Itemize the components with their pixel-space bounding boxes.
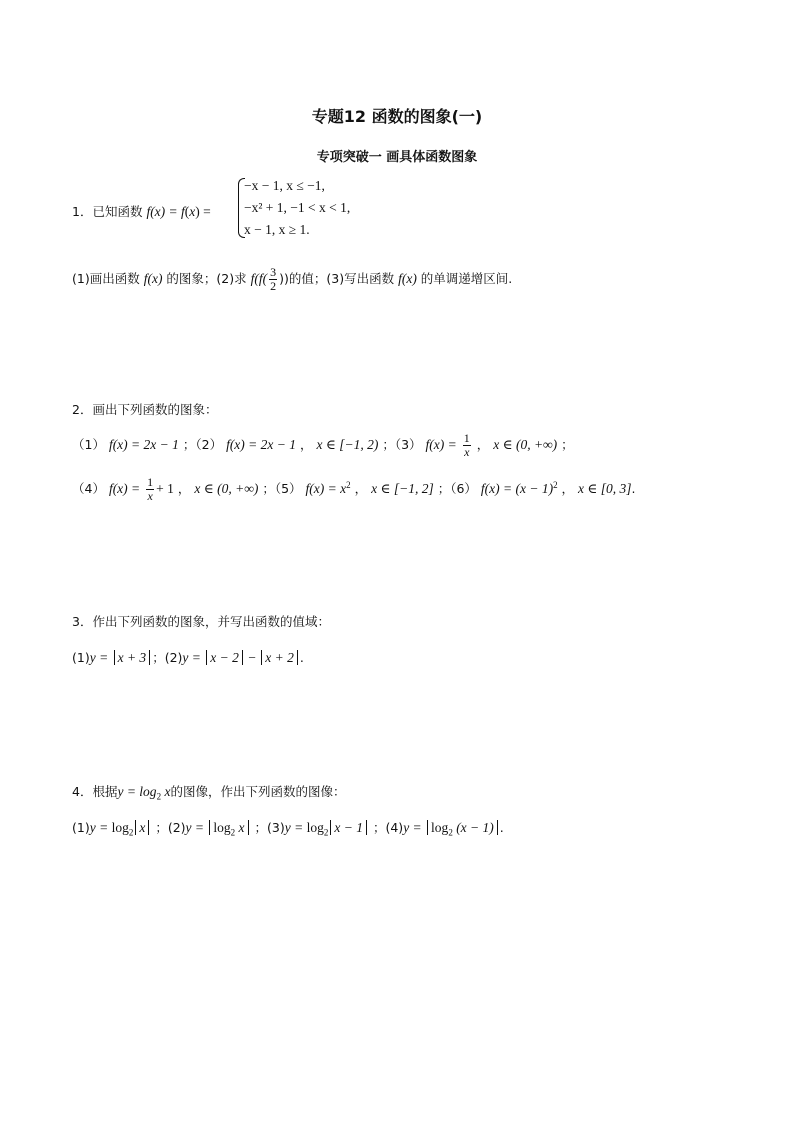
q4-y2: y =	[185, 820, 208, 835]
q3-end: .	[299, 650, 304, 665]
r2-t8: f(x) = x	[305, 481, 347, 496]
q1-fx: f(x) =	[146, 204, 182, 219]
fraction-1-over-x-2	[146, 476, 154, 503]
r2-t12: ；（6）	[437, 481, 477, 496]
r2-t9: 2	[346, 479, 351, 490]
q4-label2: 的图像，作出下列函数的图像：	[170, 784, 346, 799]
q4-log2: log	[213, 820, 231, 835]
q1-part4: 的单调递增区间.	[420, 271, 513, 286]
q4-log1: log	[111, 820, 129, 835]
q1-fx2: f	[181, 204, 185, 219]
q1-part1: (1)画出函数	[72, 271, 140, 286]
q3-y2: y =	[182, 650, 205, 665]
r2-t6: x ∈ (0, +∞)	[194, 481, 259, 496]
q1-label: 1．已知函数	[72, 204, 143, 219]
question-1-parts	[72, 266, 512, 293]
case-3: x − 1, x ≥ 1.	[244, 222, 310, 237]
q3-a: (1)	[72, 650, 90, 665]
fraction-1-over-x	[463, 432, 471, 459]
r2-t5: ，	[177, 481, 191, 496]
q4-y4: y =	[403, 820, 426, 835]
r2-t10: ，	[354, 481, 368, 496]
question-4-parts	[72, 818, 504, 838]
r2-num: 1	[147, 475, 154, 489]
q4-base4: 2	[448, 827, 453, 838]
r2-t17: .	[631, 481, 636, 496]
r2-t15: ，	[561, 481, 575, 496]
r2-t11: x ∈ [−1, 2]	[371, 481, 434, 496]
r1-t1: f(x) = 2x − 1	[108, 437, 179, 452]
question-2-row-1	[72, 432, 574, 459]
q4-x4: (x − 1)	[452, 820, 494, 835]
question-4-stem	[72, 782, 345, 802]
q4-base2: 2	[230, 827, 236, 838]
r2-t1: f(x) =	[108, 481, 141, 496]
case-1: −x − 1, x ≤ −1,	[244, 178, 325, 193]
q1-part3: ))的值；(3)写出函数	[279, 271, 395, 286]
q4-abs2	[209, 820, 248, 838]
q1-x: x	[189, 204, 196, 219]
r2-den: x	[147, 489, 153, 503]
q4-abs3: x − 1	[330, 820, 367, 835]
q4-end: .	[499, 820, 504, 835]
r1-t7: f(x) =	[425, 437, 457, 452]
q4-x2: x	[235, 820, 245, 835]
q4-base: 2	[156, 791, 162, 802]
question-2-row-2	[72, 476, 636, 503]
r2-t13: f(x) = (x − 1)	[480, 481, 554, 496]
q4-p2: ；(2)	[155, 820, 186, 835]
q4-abs1: x	[135, 820, 149, 835]
r1-t11: x ∈ (0, +∞)	[493, 437, 558, 452]
q4-y3: y =	[284, 820, 307, 835]
r1-den: x	[464, 445, 470, 459]
q4-ylog: y = log	[117, 784, 157, 799]
q4-base1: 2	[128, 827, 134, 838]
r1-t5: x ∈ [−1, 2)	[316, 437, 379, 452]
q1-part2: 的图象；(2)求	[166, 271, 247, 286]
r1-t6: ；（3）	[382, 437, 422, 452]
r1-t4: ，	[300, 437, 313, 452]
q1-eq: =	[199, 204, 211, 219]
q3-abs3: x + 2	[261, 650, 298, 665]
q3-abs2: x − 2	[206, 650, 243, 665]
q4-p3: ；(3)	[254, 820, 285, 835]
section-subtitle: 专项突破一 画具体函数图象	[316, 150, 478, 165]
r2-t16: x ∈ [0, 3]	[578, 481, 632, 496]
q4-p4: ；(4)	[372, 820, 404, 835]
case-2: −x² + 1, −1 < x < 1,	[244, 200, 351, 215]
q3-y1: y =	[89, 650, 112, 665]
question-1-stem: 1．已知函数 f(x) = f(x) =	[72, 204, 211, 219]
q4-x: x	[161, 784, 171, 799]
question-2-stem: 2．画出下列函数的图象：	[72, 402, 218, 417]
q4-abs4	[427, 820, 498, 838]
q3-minus: −	[244, 650, 260, 665]
question-3-stem: 3．作出下列函数的图象，并写出函数的值域：	[72, 614, 330, 629]
question-3-parts	[72, 648, 304, 666]
q4-log4: log	[431, 820, 449, 835]
q4-base3: 2	[323, 827, 329, 838]
frac-den: 2	[270, 279, 277, 293]
fraction-3-over-2	[269, 266, 277, 293]
r1-t12: ；	[561, 437, 574, 452]
q4-log3: log	[306, 820, 324, 835]
q3-b: ；(2)	[152, 650, 183, 665]
r1-t10: ，	[476, 437, 490, 452]
r2-t4: + 1	[156, 481, 174, 496]
q3-abs1: x + 3	[114, 650, 151, 665]
r1-t2: ；（2）	[182, 437, 223, 452]
frac-num: 3	[270, 265, 277, 279]
q1-fx-small: f(x)	[143, 271, 163, 286]
r1-t0: （1）	[72, 437, 105, 452]
r1-t3: f(x) = 2x − 1	[226, 437, 297, 452]
page-title: 专题12 函数的图象(一)	[311, 107, 483, 126]
q1-fx-small-2: f(x)	[398, 271, 417, 286]
r1-num: 1	[463, 431, 470, 445]
r2-t0: （4）	[72, 481, 105, 496]
q4-y1: y =	[89, 820, 112, 835]
q4-label1: 4．根据	[72, 784, 118, 799]
r2-t14: 2	[553, 479, 558, 490]
q1-ff: f(f(	[250, 271, 268, 286]
q4-p1: (1)	[72, 820, 90, 835]
r2-t7: ；（5）	[262, 481, 302, 496]
